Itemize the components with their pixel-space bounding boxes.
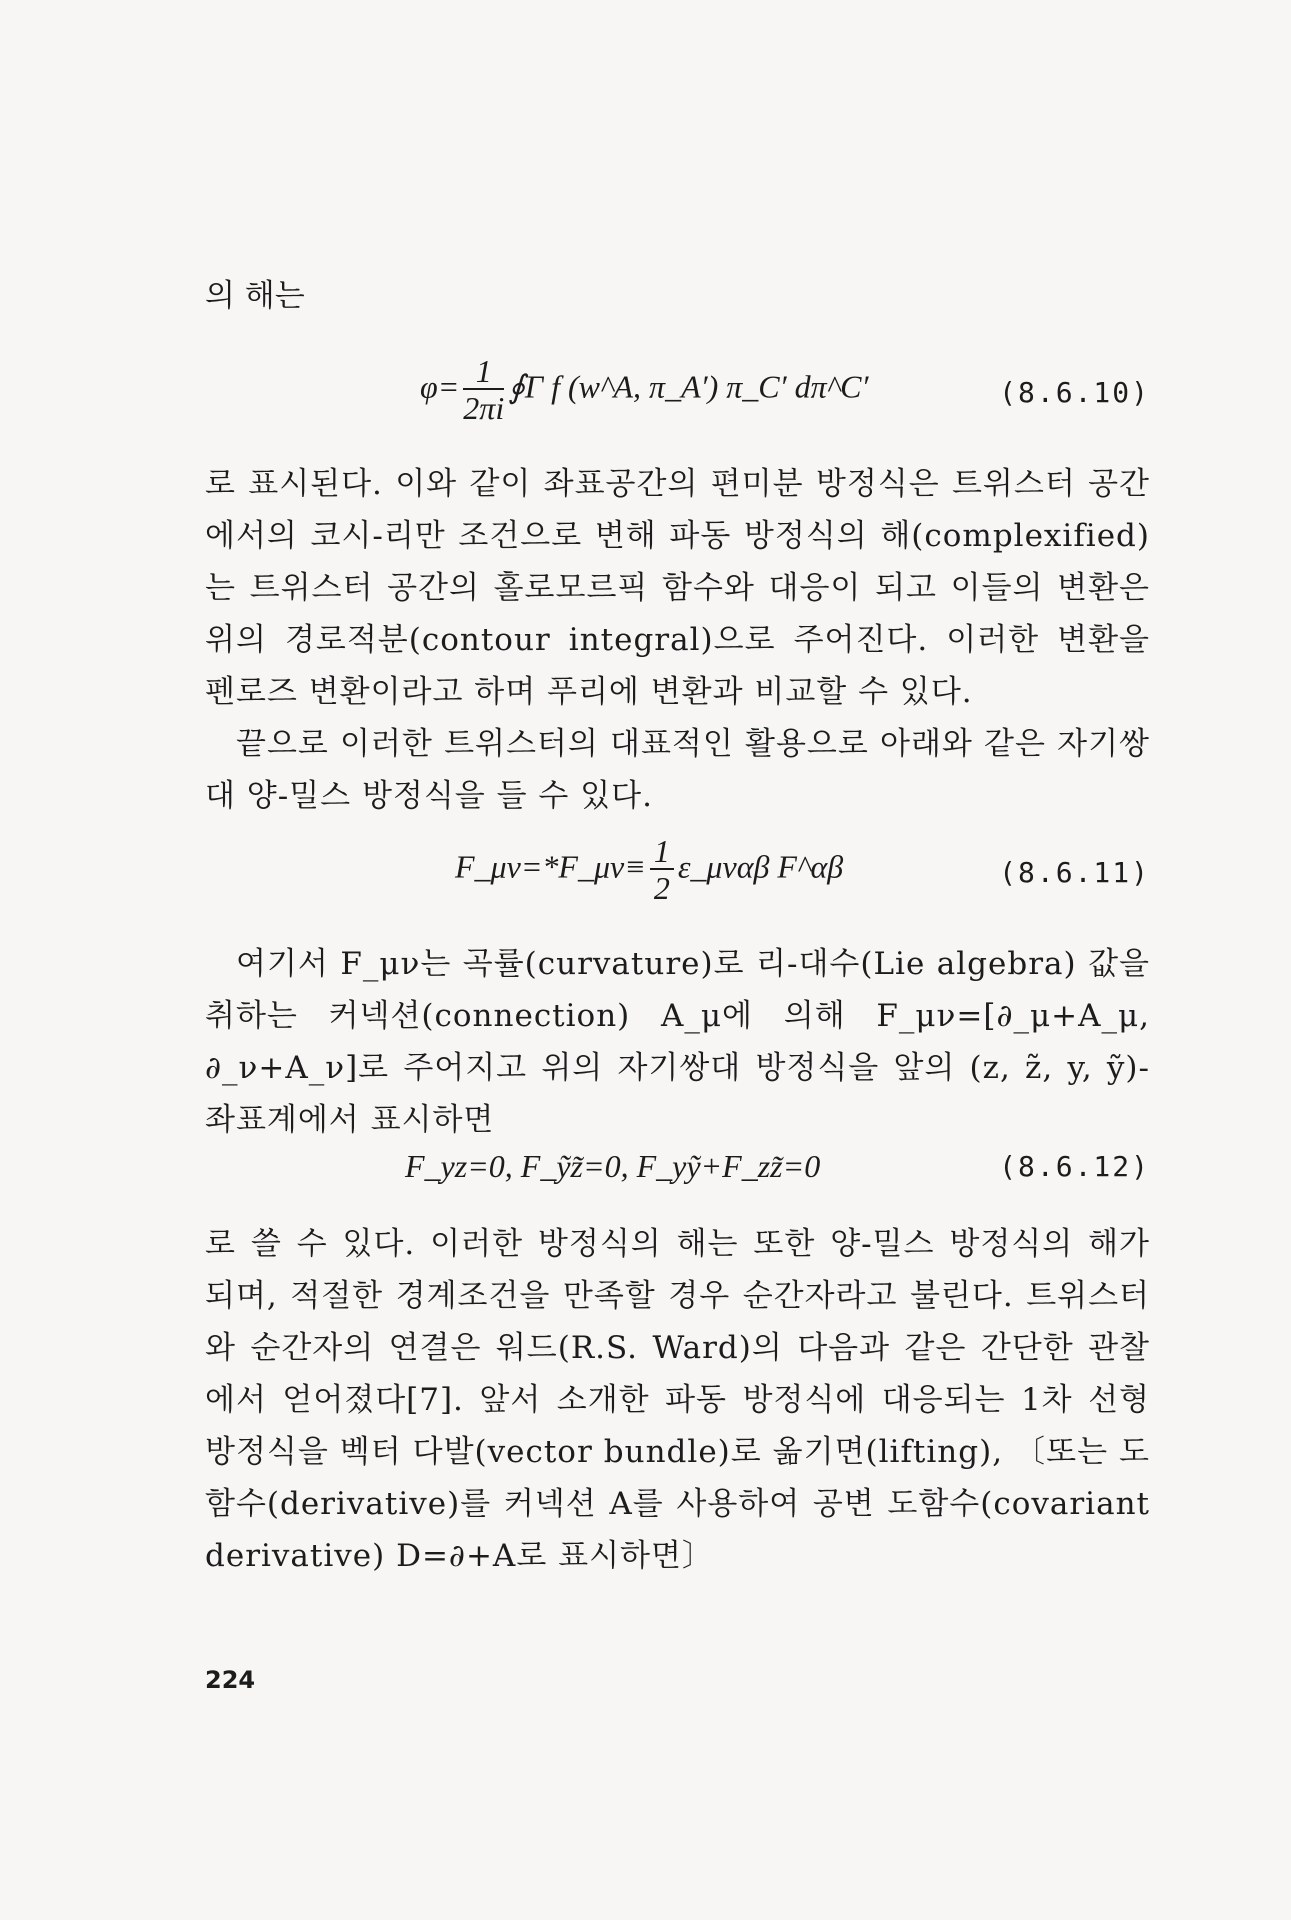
- fraction-denominator: 2πi: [463, 390, 505, 426]
- fraction: [463, 354, 504, 426]
- paragraph: 로 쓸 수 있다. 이러한 방정식의 해는 또한 양-밀스 방정식의 해가 되며, 적절한 경계조건을 만족할 경우 순간자라고 불린다. 트위스터와 순간자의 연결은 워드(R.S. Ward)의 다음과 같은 간단한 관찰에서 얻어졌다[7]. 앞서 소개한 파동 방정식에 대응되는 1차 선형 방정식을 벡터 다발(vector bundle)로 옮기면(lifting), 〔또는 도함수(derivative)를 커넥션 A를 사용하여 공변 도함수(covariant derivative) D=∂+A로 표시하면〕: [205, 1226, 1150, 1574]
- equation-rhs: ∮Γ f (w^A, π_A′) π_C′ dπ^C′: [508, 368, 869, 405]
- equation-formula: F_yz=0, F_ỹz̃=0, F_yỹ+F_zz̃=0: [405, 1148, 821, 1184]
- fraction-numerator: 1: [463, 354, 504, 390]
- paragraph: 끝으로 이러한 트위스터의 대표적인 활용으로 아래와 같은 자기쌍대 양-밀스 방정식을 들 수 있다.: [205, 726, 1150, 814]
- equation-8-6-11: [205, 820, 1150, 930]
- equation-number: (8.6.11): [999, 856, 1150, 889]
- fraction-numerator: 1: [650, 834, 674, 870]
- equation-lhs: F_μν=*F_μν≡: [455, 848, 646, 885]
- equation-8-6-12: [205, 1140, 1150, 1200]
- lead-text: 의 해는: [205, 278, 305, 314]
- paragraph: 로 표시된다. 이와 같이 좌표공간의 편미분 방정식은 트위스터 공간에서의 코시-리만 조건으로 변해 파동 방정식의 해(complexified)는 트위스터 공간의 홀로모르픽 함수와 대응이 되고 이들의 변환은 위의 경로적분(contour integral)으로 주어진다. 이러한 변환을 펜로즈 변환이라고 하며 푸리에 변환과 비교할 수 있다.: [205, 466, 1150, 710]
- equation-lhs: φ=: [420, 368, 460, 405]
- equation-formula: [455, 834, 843, 906]
- equation-number: (8.6.10): [999, 376, 1150, 409]
- equation-number: (8.6.12): [999, 1150, 1150, 1183]
- equation-8-6-10: [205, 340, 1150, 450]
- equation-formula: [420, 354, 869, 426]
- fraction: [650, 834, 674, 906]
- page-number: 224: [205, 1666, 256, 1694]
- equation-rhs: ε_μναβ F^αβ: [677, 848, 844, 885]
- fraction-denominator: 2: [653, 870, 670, 906]
- paragraph: 여기서 F_μν는 곡률(curvature)로 리-대수(Lie algebra) 값을 취하는 커넥션(connection) A_μ에 의해 F_μν=[∂_μ+A_μ, ∂_ν+A_ν]로 주어지고 위의 자기쌍대 방정식을 앞의 (z, z̃, y, ỹ)-좌표계에서 표시하면: [205, 946, 1150, 1138]
